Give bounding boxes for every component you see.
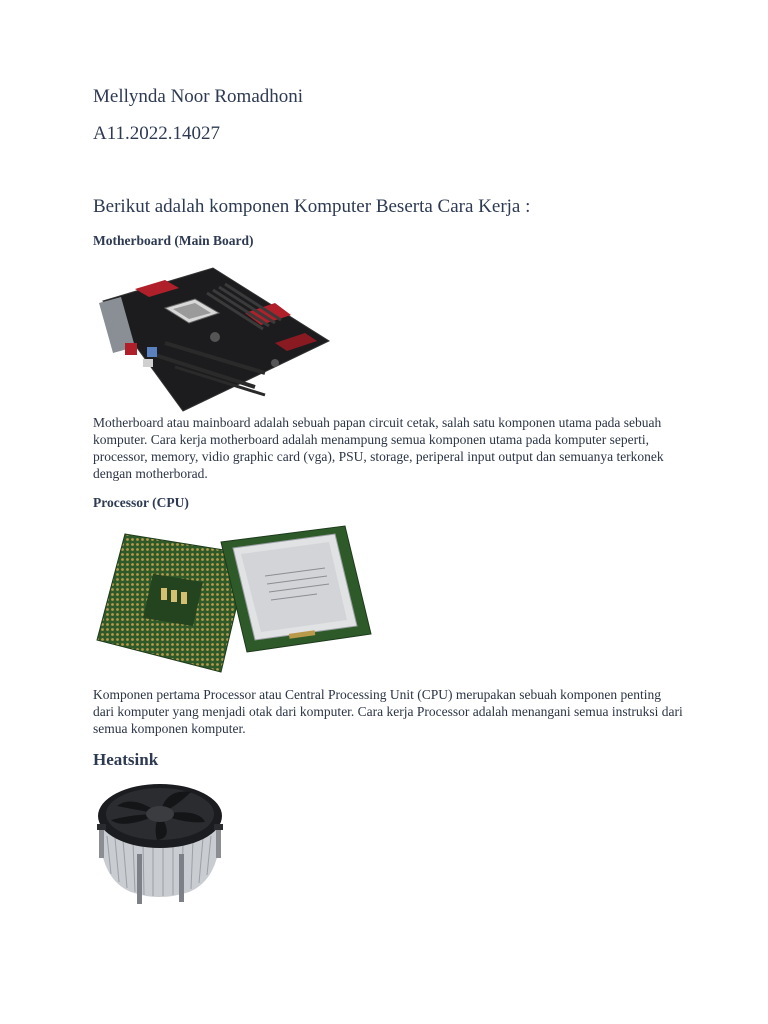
processor-heading: Processor (CPU) [93,495,189,510]
heatsink-image [93,780,227,912]
heatsink-photo [97,784,223,904]
heatsink-heading: Heatsink [93,750,159,769]
motherboard-heading: Motherboard (Main Board) [93,233,254,248]
intro-heading: Berikut adalah komponen Komputer Beserta Cara Kerja : [93,196,531,217]
cpu-photo [97,526,371,672]
processor-image [95,522,375,674]
student-id: A11.2022.14027 [93,123,221,144]
author-name: Mellynda Noor Romadhoni [93,86,304,107]
motherboard-photo [99,268,329,411]
motherboard-description: Motherboard atau mainboard adalah sebuah papan circuit cetak, salah satu komponen utama pada sebuah komputer. Cara kerja motherboard adalah menampung semua komponen utama pada komputer seperti, processor, memory, vidio graphic card (vga), PSU, storage, periperal input output dan semuanya terkonek dengan motherborad. [93,415,664,481]
motherboard-image [95,263,331,413]
processor-description: Komponen pertama Processor atau Central Processing Unit (CPU) merupakan sebuah komponen penting dari komputer yang menjadi otak dari komputer. Cara kerja Processor adalah menangani semua instruksi dari semua komponen komputer. [93,687,683,736]
